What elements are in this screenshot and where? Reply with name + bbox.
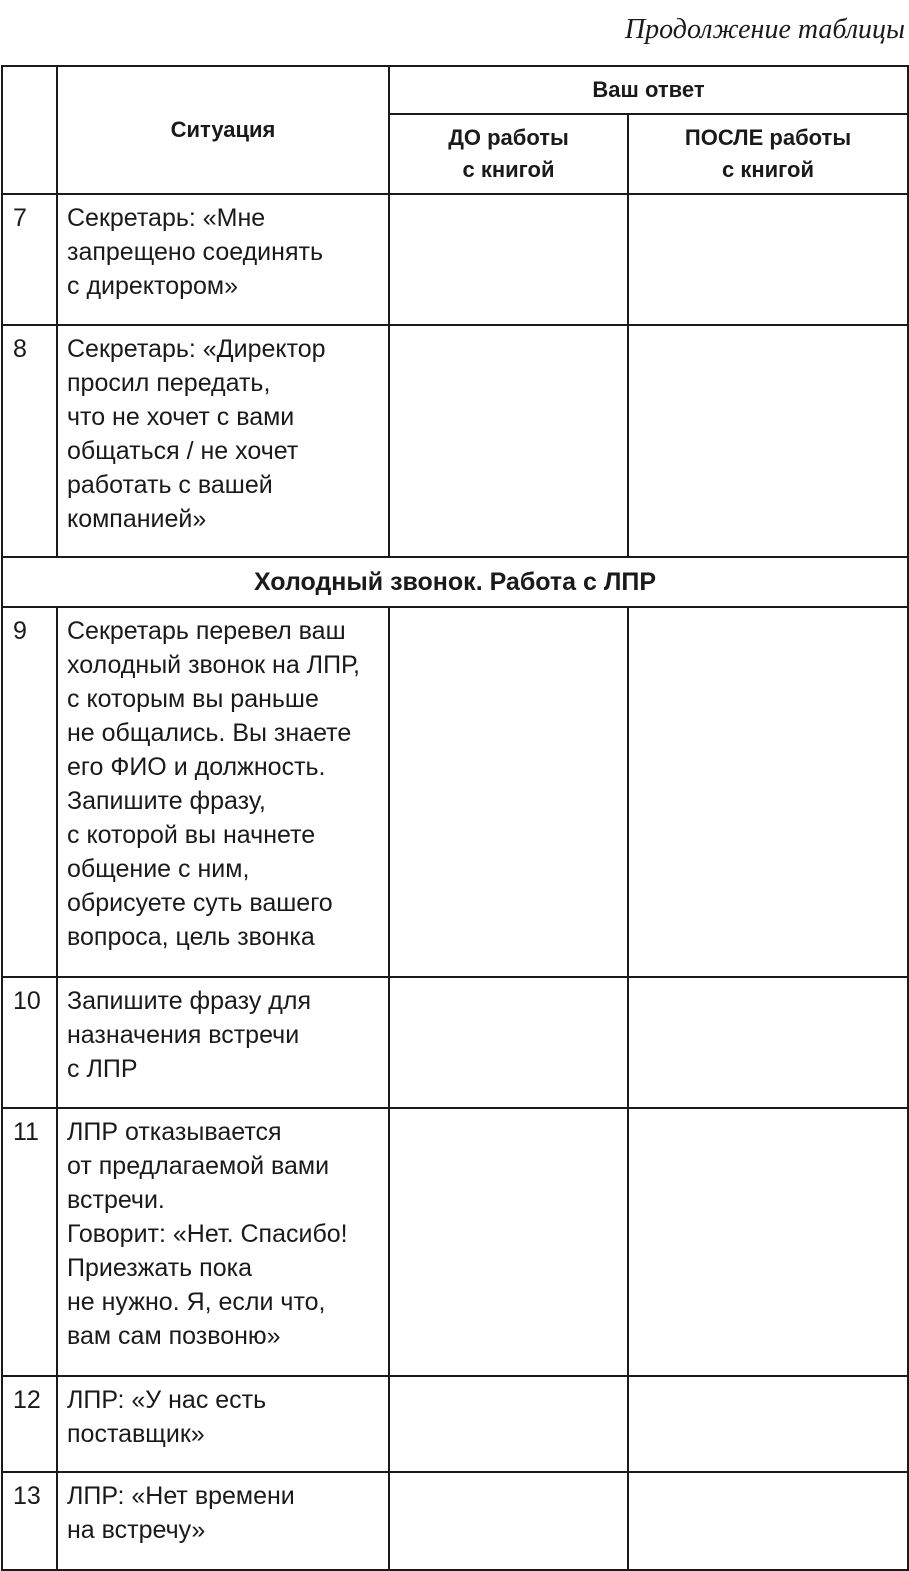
answer-before-cell[interactable] [389, 1472, 628, 1570]
section-row [2, 557, 908, 607]
answer-after-cell[interactable] [628, 977, 908, 1108]
row-number: 8 [2, 325, 57, 557]
table-row [2, 607, 908, 977]
row-number: 13 [2, 1472, 57, 1570]
table-continuation-caption: Продолжение таблицы [624, 14, 905, 45]
header-before-book: ДО работы с книгой [389, 114, 628, 194]
answer-after-cell[interactable] [628, 194, 908, 325]
row-number: 12 [2, 1376, 57, 1472]
answer-after-cell[interactable] [628, 325, 908, 557]
situation-text: ЛПР: «Нет времени на встречу» [57, 1472, 389, 1570]
section-title: Холодный звонок. Работа с ЛПР [2, 557, 908, 607]
table-row [2, 1376, 908, 1472]
table-row [2, 977, 908, 1108]
situation-text: Секретарь: «Мне запрещено соединять с директором» [57, 194, 389, 325]
situation-text: Запишите фразу для назначения встречи с ЛПР [57, 977, 389, 1108]
header-number-cell [2, 66, 57, 194]
row-number: 11 [2, 1108, 57, 1376]
answer-after-cell[interactable] [628, 1376, 908, 1472]
situation-text: Секретарь: «Директор просил передать, что не хочет с вами общаться / не хочет работать с вашей компанией» [57, 325, 389, 557]
row-number: 9 [2, 607, 57, 977]
answer-before-cell[interactable] [389, 1376, 628, 1472]
table-row [2, 1108, 908, 1376]
answer-after-cell[interactable] [628, 1108, 908, 1376]
header-situation: Ситуация [57, 66, 389, 194]
row-number: 10 [2, 977, 57, 1108]
table-row [2, 194, 908, 325]
answer-before-cell[interactable] [389, 1108, 628, 1376]
answer-before-cell[interactable] [389, 977, 628, 1108]
answer-before-cell[interactable] [389, 194, 628, 325]
table-row [2, 325, 908, 557]
situation-text: Секретарь перевел ваш холодный звонок на ЛПР, с которым вы раньше не общались. Вы знаете его ФИО и должность. Запишите фразу, с которой вы начнете общение с ним, обрисуете суть вашего вопроса, цель звонка [57, 607, 389, 977]
answer-after-cell[interactable] [628, 607, 908, 977]
header-your-answer: Ваш ответ [389, 66, 908, 114]
situation-text: ЛПР: «У нас есть поставщик» [57, 1376, 389, 1472]
row-number: 7 [2, 194, 57, 325]
header-after-book: ПОСЛЕ работы с книгой [628, 114, 908, 194]
answer-before-cell[interactable] [389, 325, 628, 557]
table-row [2, 1472, 908, 1570]
situation-text: ЛПР отказывается от предлагаемой вами встречи. Говорит: «Нет. Спасибо! Приезжать пока не нужно. Я, если что, вам сам позвоню» [57, 1108, 389, 1376]
answer-before-cell[interactable] [389, 607, 628, 977]
situations-table [1, 65, 909, 1571]
answer-after-cell[interactable] [628, 1472, 908, 1570]
